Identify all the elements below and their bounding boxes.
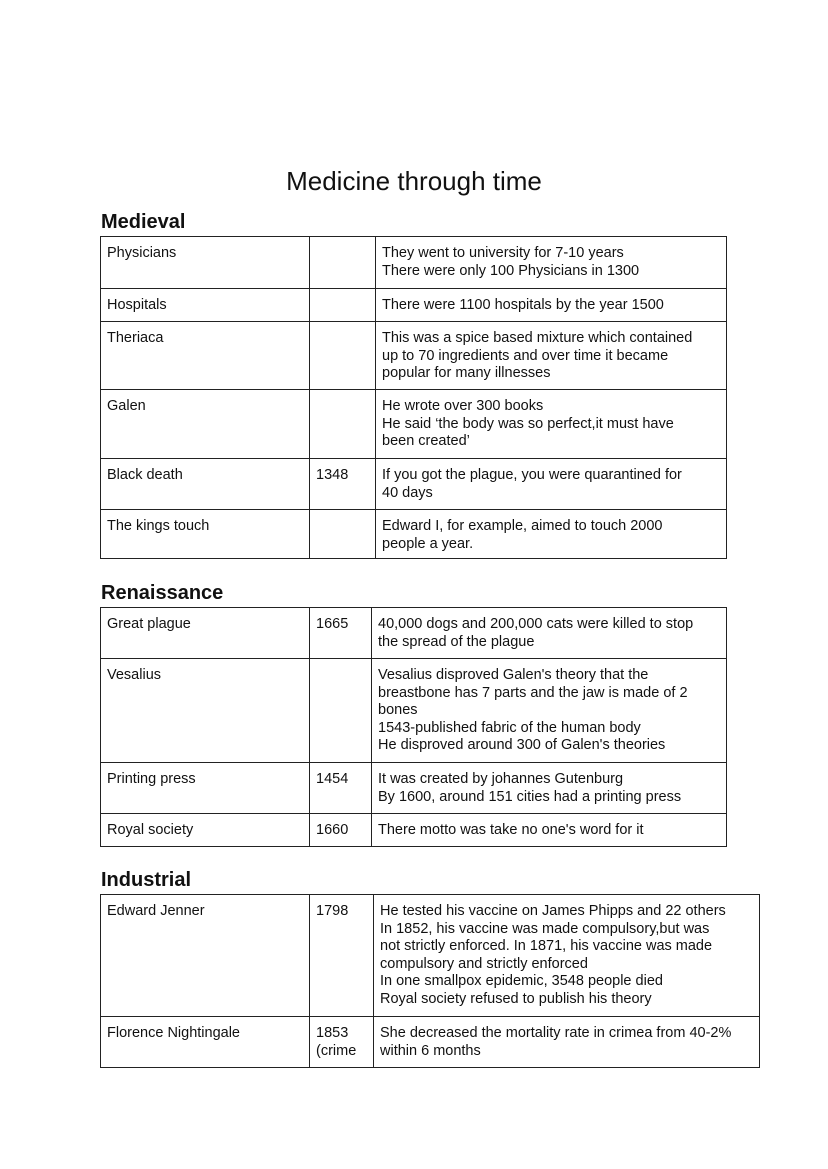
table-row bbox=[101, 322, 727, 390]
topic-cell: Physicians bbox=[101, 237, 310, 289]
year-cell: 1665 bbox=[310, 608, 372, 659]
table-row bbox=[101, 659, 727, 763]
topic-cell: Edward Jenner bbox=[101, 895, 310, 1017]
detail-cell: This was a spice based mixture which contained up to 70 ingredients and over time it became popular for many illnesses bbox=[376, 322, 727, 390]
detail-cell: There motto was take no one's word for it bbox=[372, 814, 727, 847]
year-cell: 1454 bbox=[310, 763, 372, 814]
detail-cell: Vesalius disproved Galen's theory that the breastbone has 7 parts and the jaw is made of 2 bones 1543-published fabric of the human body He disproved around 300 of Galen's theories bbox=[372, 659, 727, 763]
table-row bbox=[101, 1017, 760, 1068]
table-row bbox=[101, 814, 727, 847]
detail-cell: It was created by johannes Gutenburg By 1600, around 151 cities had a printing press bbox=[372, 763, 727, 814]
detail-cell: There were 1100 hospitals by the year 1500 bbox=[376, 289, 727, 322]
detail-cell: If you got the plague, you were quarantined for 40 days bbox=[376, 459, 727, 510]
detail-cell: He tested his vaccine on James Phipps and 22 others In 1852, his vaccine was made compulsory,but was not strictly enforced. In 1871, his vaccine was made compulsory and strictly enforced In one smallpox epidemic, 3548 people died Royal society refused to publish his theory bbox=[374, 895, 760, 1017]
detail-cell: Edward I, for example, aimed to touch 2000 people a year. bbox=[376, 510, 727, 559]
topic-cell: Black death bbox=[101, 459, 310, 510]
topic-cell: Royal society bbox=[101, 814, 310, 847]
topic-cell: Vesalius bbox=[101, 659, 310, 763]
table-row bbox=[101, 459, 727, 510]
table-row bbox=[101, 237, 727, 289]
year-cell bbox=[310, 659, 372, 763]
detail-cell: They went to university for 7-10 years There were only 100 Physicians in 1300 bbox=[376, 237, 727, 289]
table-row bbox=[101, 763, 727, 814]
year-cell: 1660 bbox=[310, 814, 372, 847]
detail-cell: 40,000 dogs and 200,000 cats were killed to stop the spread of the plague bbox=[372, 608, 727, 659]
topic-cell: The kings touch bbox=[101, 510, 310, 559]
year-cell bbox=[310, 322, 376, 390]
year-cell bbox=[310, 237, 376, 289]
topic-cell: Theriaca bbox=[101, 322, 310, 390]
year-cell: 1853 (crime bbox=[310, 1017, 374, 1068]
topic-cell: Great plague bbox=[101, 608, 310, 659]
renaissance-table bbox=[100, 607, 727, 847]
topic-cell: Hospitals bbox=[101, 289, 310, 322]
table-row bbox=[101, 608, 727, 659]
year-cell bbox=[310, 510, 376, 559]
year-cell: 1348 bbox=[310, 459, 376, 510]
topic-cell: Galen bbox=[101, 390, 310, 459]
detail-cell: She decreased the mortality rate in crimea from 40-2% within 6 months bbox=[374, 1017, 760, 1068]
year-cell bbox=[310, 289, 376, 322]
medieval-table bbox=[100, 236, 727, 559]
table-row bbox=[101, 289, 727, 322]
section-heading-renaissance: Renaissance bbox=[101, 582, 224, 604]
detail-cell: He wrote over 300 books He said ‘the body was so perfect,it must have been created’ bbox=[376, 390, 727, 459]
year-cell: 1798 bbox=[310, 895, 374, 1017]
industrial-table bbox=[100, 894, 760, 1068]
section-heading-medieval: Medieval bbox=[101, 211, 186, 233]
section-heading-industrial: Industrial bbox=[101, 869, 192, 891]
topic-cell: Florence Nightingale bbox=[101, 1017, 310, 1068]
topic-cell: Printing press bbox=[101, 763, 310, 814]
table-row bbox=[101, 895, 760, 1017]
table-row bbox=[101, 390, 727, 459]
page-title: Medicine through time bbox=[286, 166, 542, 196]
year-cell bbox=[310, 390, 376, 459]
table-row bbox=[101, 510, 727, 559]
